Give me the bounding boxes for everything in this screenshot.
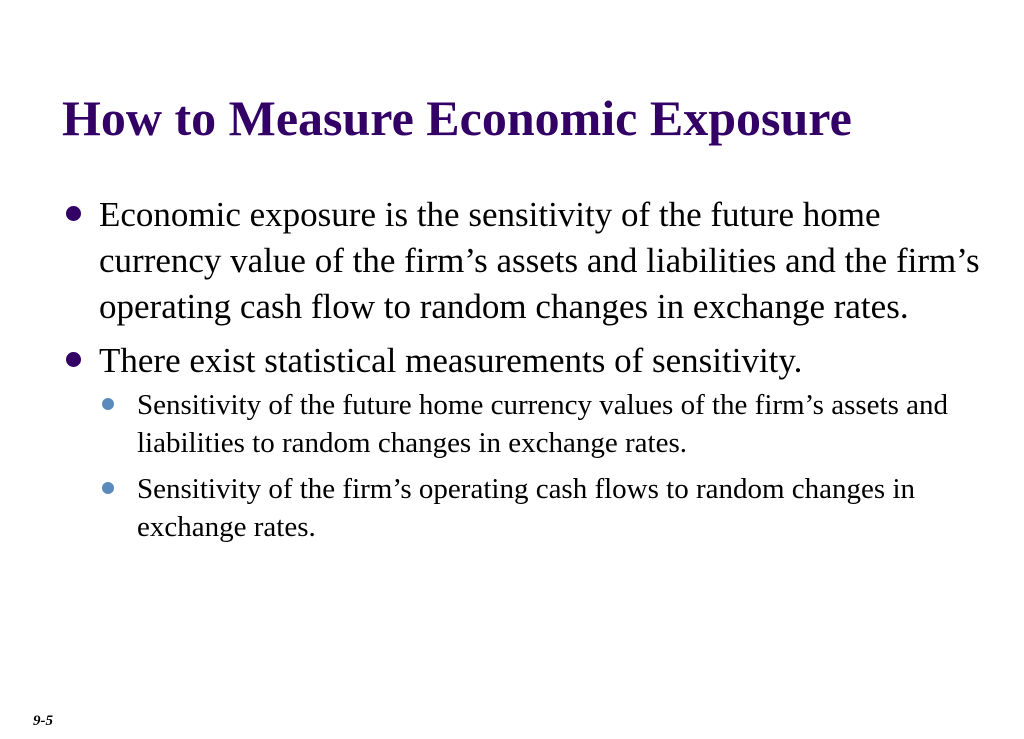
sub-bullet-dot-icon (102, 398, 114, 410)
sub-bullet-list (99, 386, 982, 546)
bullet-dot-icon (66, 352, 81, 367)
bullet-dot-icon (66, 206, 81, 221)
sub-bullet-text: Sensitivity of the firm’s operating cash flows to random changes in exchange rates. (137, 473, 916, 543)
bullet-text: There exist statistical measurements of sensitivity. (99, 341, 803, 380)
bullet-item (62, 338, 982, 546)
bullet-item (62, 192, 982, 330)
bullet-list (62, 192, 982, 554)
sub-bullet-item (99, 386, 982, 462)
bullet-text: Economic exposure is the sensitivity of the future home currency value of the firm’s assets and liabilities and the firm’s operating cash flow to random changes in exchange rates. (99, 195, 980, 326)
slide-number: 9-5 (33, 713, 53, 729)
sub-bullet-item (99, 470, 982, 546)
sub-bullet-dot-icon (102, 482, 114, 494)
slide-title: How to Measure Economic Exposure (62, 90, 852, 146)
sub-bullet-text: Sensitivity of the future home currency values of the firm’s assets and liabilities to random changes in exchange rates. (137, 389, 948, 459)
